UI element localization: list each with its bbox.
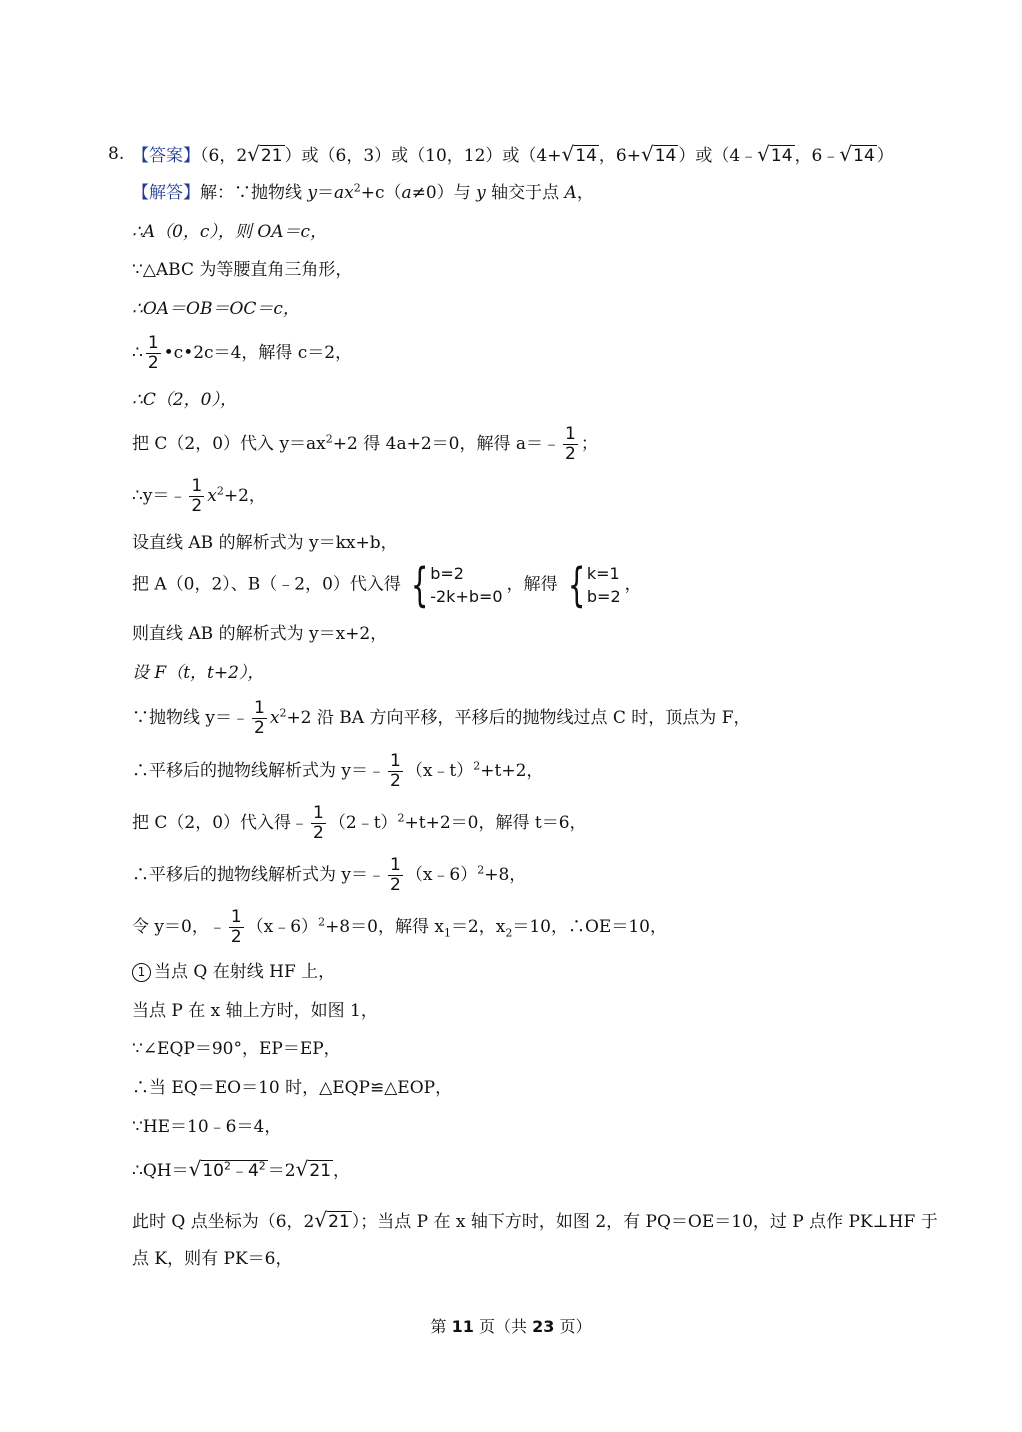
- sqrt-14: √14: [757, 142, 793, 166]
- fraction-one-half: $\frac{1}{2}$: [390, 751, 401, 791]
- solution-line-7: 把 C（2，0）代入 $y=ax^2+2$ 得 4a+2＝0，解得 a＝﹣ $\frac{1}{2}$ ；: [132, 424, 598, 464]
- solution-line-16: ∴平移后的抛物线解析式为 y＝﹣ $\frac{1}{2}$ （x﹣6）$^2$+8，: [132, 855, 527, 895]
- left-brace-icon: {: [567, 558, 586, 612]
- solution-line-19: 当点 P 在 x 轴上方时，如图 1，: [132, 1001, 378, 1021]
- fraction-one-half: $\frac{1}{2}$: [565, 424, 576, 464]
- fraction-one-half: $\frac{1}{2}$: [191, 476, 203, 516]
- sqrt-14: √14: [561, 142, 597, 166]
- sqrt-21: √21: [314, 1208, 350, 1232]
- answer-line: 【答案】（6，2√21 ）或（6，3）或（10，12）或（4+√14 ，6+√14 ）或（4﹣√14 ，6﹣√14 ）: [132, 142, 894, 166]
- solution-line-3: ∵△ABC 为等腰直角三角形，: [132, 260, 353, 280]
- left-brace-icon: {: [410, 558, 429, 612]
- solution-line-14: ∴平移后的抛物线解析式为 y＝﹣ $\frac{1}{2}$ （x﹣t）$^2$+t+2，: [132, 751, 544, 791]
- sqrt-expression: $√10^2﹣4^2$: [188, 1157, 266, 1181]
- question-number: 8.: [108, 144, 125, 164]
- answer-tag: 【答案】: [132, 146, 200, 166]
- solution-line-8: ∴y＝﹣ $\frac{1}{2}$ $x^2+2$，: [132, 476, 266, 516]
- equation-system: { b=2 -2k+b=0: [410, 558, 503, 612]
- solution-line-13: ∵抛物线 y＝﹣ $\frac{1}{2}$ $x^2+2$ 沿 BA 方向平移，平移后的抛物线过点 C 时，顶点为 F，: [132, 698, 751, 738]
- solution-line-12: 设 F（t，t+2），: [132, 663, 265, 683]
- sqrt-21: √21: [295, 1157, 332, 1181]
- solution-line-20: ∵∠EQP＝90°，EP＝EP，: [132, 1039, 341, 1059]
- page-footer: 第 11 页（共 23 页）: [430, 1317, 592, 1336]
- page-total: 23: [532, 1317, 555, 1336]
- solution-line-5: ∴ $\frac{1}{2}$ •c•2c＝4，解得 c＝2，: [132, 333, 353, 373]
- solution-line-24: 此时 Q 点坐标为（6，2√21 ）；当点 P 在 x 轴下方时，如图 2，有 PQ＝OE＝10，过 P 点作 PK⊥HF 于: [132, 1208, 938, 1232]
- page-number: 11: [451, 1317, 474, 1336]
- fraction-one-half: $\frac{1}{2}$: [230, 907, 242, 947]
- sqrt-21: √21: [247, 142, 283, 166]
- solution-line-17: 令 y＝0，﹣ $\frac{1}{2}$ （x﹣6）$^2$+8＝0，解得 $x_1=2$，$x_2=10$，∴OE＝10，: [132, 907, 667, 947]
- solution-line-21: ∴当 EQ＝EO＝10 时，△EQP≌△EOP，: [132, 1078, 453, 1098]
- fraction-one-half: $\frac{1}{2}$: [254, 698, 265, 738]
- solution-line-9: 设直线 AB 的解析式为 y＝kx+b，: [132, 533, 398, 553]
- solution-line-22: ∵HE＝10﹣6＝4，: [132, 1117, 282, 1137]
- solution-line-6: ∴C（2，0），: [132, 390, 237, 410]
- solution-line-1: 【解答】解：∵抛物线 $y=ax^2+c(a\ne 0)$与 y 轴交于点 A，: [132, 181, 594, 203]
- solution-line-25: 点 K，则有 PK＝6，: [132, 1249, 293, 1269]
- equation-system-solution: { k=1 b=2: [567, 558, 621, 612]
- solution-line-18: 1 当点 Q 在射线 HF 上，: [132, 961, 335, 983]
- fraction-one-half: $\frac{1}{2}$: [313, 803, 324, 843]
- solution-line-23: $\therefore QH=√10^2﹣4^2 =2√21$ ，: [132, 1157, 351, 1181]
- solution-line-11: 则直线 AB 的解析式为 y＝x+2，: [132, 624, 388, 644]
- solution-line-2: ∴A（0，c），则 OA＝c，: [132, 222, 328, 242]
- sqrt-14: √14: [640, 142, 677, 166]
- circled-number-icon: 1: [132, 963, 151, 982]
- solution-line-10: 把 A（0，2）、B（﹣2，0）代入得 { b=2 -2k+b=0 ，解得 { k=1 b=2 ，: [132, 558, 642, 612]
- solution-line-15: 把 C（2，0）代入得﹣ $\frac{1}{2}$ （2﹣t）$^2$+t+2＝0，解得 t＝6，: [132, 803, 587, 843]
- fraction-one-half: $\frac{1}{2}$: [147, 333, 159, 373]
- solution-tag: 【解答】: [132, 183, 200, 203]
- fraction-one-half: $\frac{1}{2}$: [390, 855, 401, 895]
- sqrt-14: √14: [839, 142, 875, 166]
- solution-line-4: ∴OA＝OB＝OC＝c，: [132, 299, 300, 319]
